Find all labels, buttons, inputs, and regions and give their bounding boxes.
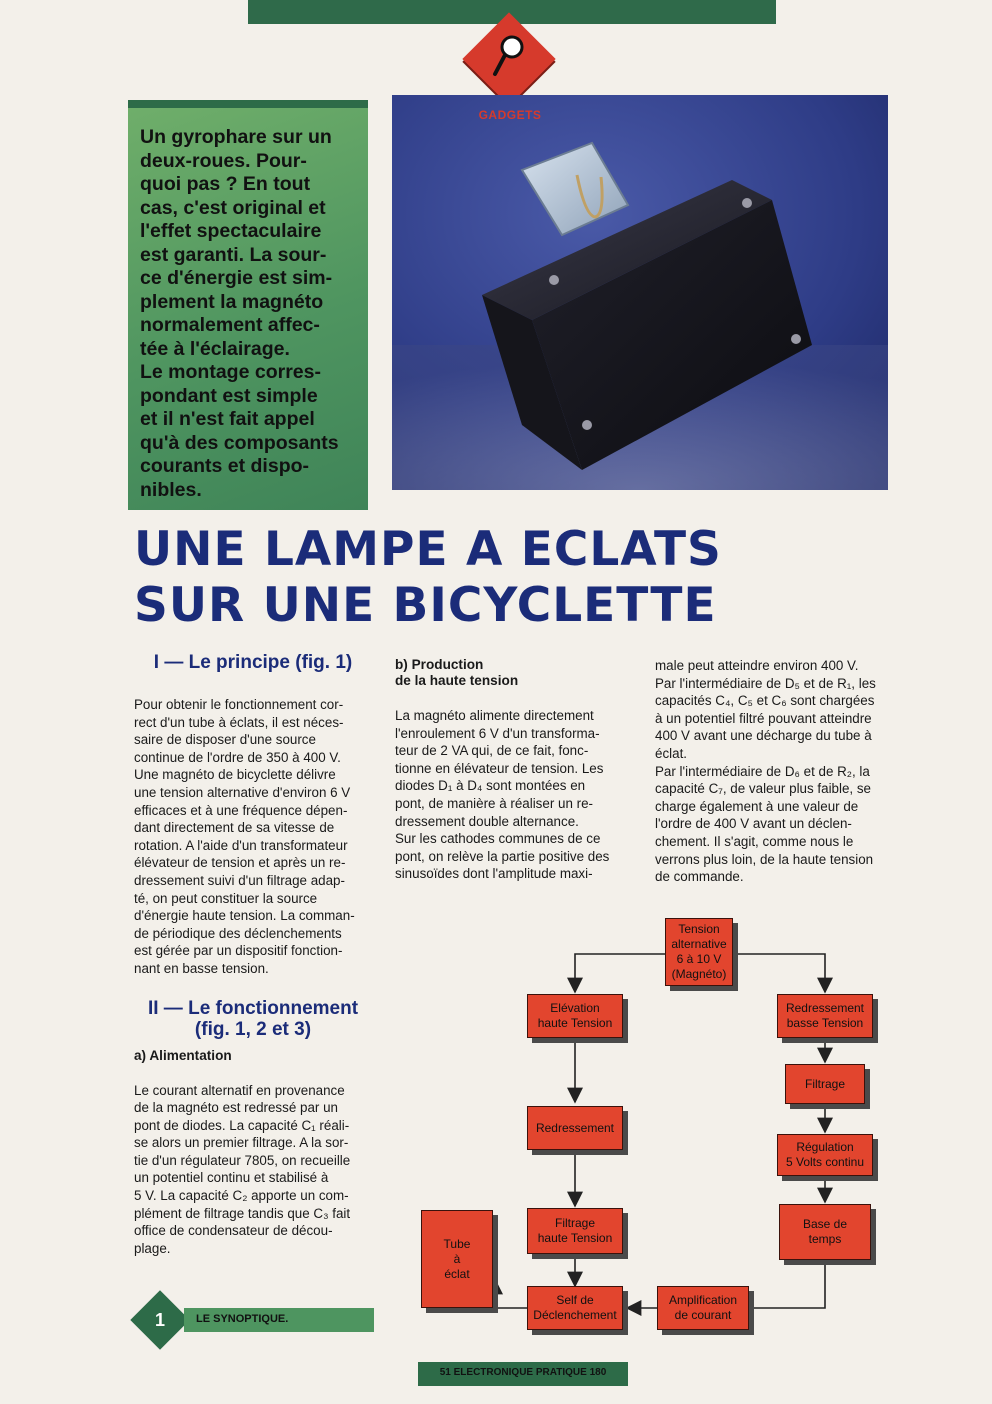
block-label-line: haute Tension bbox=[537, 1016, 613, 1030]
text-line: Le courant alternatif en provenance bbox=[134, 1082, 345, 1098]
text-line: nant en basse tension. bbox=[134, 960, 269, 976]
text-line: Une magnéto de bicyclette délivre bbox=[134, 767, 336, 783]
text-line: verrons plus loin, de la haute tension bbox=[655, 851, 874, 867]
block-self bbox=[527, 1286, 623, 1330]
text-line: Par l'intermédiaire de D₆ et de R₂, la bbox=[655, 763, 870, 779]
intro-line: qu'à des composants bbox=[140, 431, 339, 454]
heading-fonctionnement-line-2: (fig. 1, 2 et 3) bbox=[194, 1018, 312, 1040]
intro-line: quoi pas ? En tout bbox=[140, 173, 311, 195]
text-line: plage. bbox=[134, 1240, 171, 1256]
text-line: efficaces et à une fréquence dépen- bbox=[134, 802, 348, 818]
subheading-production-line-1: b) Production bbox=[395, 657, 484, 672]
intro-line: normalement affec- bbox=[140, 314, 320, 336]
text-line: Sur les cathodes communes de ce bbox=[395, 831, 601, 847]
block-label-line: Régulation bbox=[796, 1140, 854, 1154]
block-label-line: Self de bbox=[556, 1293, 594, 1307]
text-line: une tension alternative d'environ 6 V bbox=[134, 784, 351, 800]
text-line: té, on peut constituer la source bbox=[134, 890, 318, 906]
text-line: d'énergie haute tension. La comman- bbox=[134, 908, 355, 924]
intro-line: Un gyrophare sur un bbox=[140, 126, 332, 148]
text-column-1 bbox=[134, 652, 372, 1257]
text-line: male peut atteindre environ 400 V. bbox=[655, 658, 859, 673]
text-column-3 bbox=[655, 657, 893, 886]
gadgets-badge bbox=[462, 12, 556, 106]
block-filtrage bbox=[785, 1064, 865, 1104]
intro-line: tée à l'éclairage. bbox=[140, 337, 290, 360]
text-line: dant directement de sa vitesse de bbox=[134, 820, 335, 836]
intro-line: cas, c'est original et bbox=[140, 196, 326, 219]
subheading-alimentation: a) Alimentation bbox=[134, 1047, 232, 1063]
title-line-2: SUR UNE BICYCLETTE bbox=[134, 578, 717, 633]
text-line: 5 V. La capacité C₂ apporte un com- bbox=[134, 1188, 349, 1204]
block-label-line: alternative bbox=[671, 937, 727, 951]
text-line: tionne en élévateur de tension. Les bbox=[395, 760, 604, 776]
block-label-line: Redressement bbox=[535, 1120, 615, 1135]
intro-line: pondant est simple bbox=[140, 384, 318, 407]
subheading-production-line-2: de la haute tension bbox=[395, 673, 519, 688]
block-tube bbox=[421, 1210, 493, 1308]
text-line: de la magnéto est redressé par un bbox=[134, 1100, 338, 1116]
block-label-line: Tube bbox=[443, 1236, 471, 1251]
text-line: charge également à une valeur de bbox=[655, 798, 859, 814]
block-label-line: temps bbox=[808, 1232, 842, 1246]
text-column-2 bbox=[395, 657, 633, 883]
block-redressement-bt bbox=[777, 994, 873, 1038]
paragraph-production bbox=[395, 707, 633, 883]
block-label-line: Amplification bbox=[668, 1293, 738, 1307]
subheading-production bbox=[395, 657, 633, 689]
paragraph-continuation bbox=[655, 657, 893, 886]
block-label-line: Elévation bbox=[550, 1001, 600, 1015]
text-line: saire de disposer d'une source bbox=[134, 732, 316, 748]
text-line: chement. Il s'agit, comme nous le bbox=[655, 833, 854, 849]
block-regulation bbox=[777, 1134, 873, 1176]
text-line: Pour obtenir le fonctionnement cor- bbox=[134, 697, 344, 712]
block-label-line: Redressement bbox=[785, 1001, 865, 1015]
text-line: capacité C₇, de valeur plus faible, se bbox=[655, 781, 871, 797]
intro-line: est garanti. La sour- bbox=[140, 243, 327, 266]
text-line: sinusoïdes dont l'amplitude maxi- bbox=[395, 866, 593, 882]
text-line: plément de filtrage tandis que C₃ fait bbox=[134, 1205, 351, 1221]
block-label-line: éclat bbox=[444, 1266, 470, 1281]
block-elevation bbox=[527, 994, 623, 1038]
text-line: de périodique des déclenchements bbox=[134, 925, 342, 941]
text-line: élévateur de tension et après un re- bbox=[134, 855, 346, 871]
block-amplification bbox=[657, 1286, 749, 1330]
text-line: 400 V avant une décharge du tube à bbox=[655, 728, 872, 744]
block-label-line: 5 Volts continu bbox=[785, 1155, 865, 1169]
heading-fonctionnement-line-1: II — Le fonctionnement bbox=[147, 997, 359, 1019]
text-line: dressement double alternance. bbox=[395, 813, 579, 829]
intro-line: et il n'est fait appel bbox=[140, 408, 315, 430]
heading-principe: I — Le principe (fig. 1) bbox=[153, 652, 353, 673]
block-label-line: Base de bbox=[802, 1217, 848, 1231]
block-label-line: Tension bbox=[678, 922, 720, 936]
intro-line: courants et dispo- bbox=[140, 455, 310, 477]
paragraph-principe bbox=[134, 696, 372, 978]
intro-line: ce d'énergie est sim- bbox=[140, 267, 333, 289]
block-label-line: Déclenchement bbox=[533, 1308, 617, 1322]
title-line-1: UNE LAMPE A ECLATS bbox=[134, 522, 722, 577]
article-title bbox=[134, 522, 774, 634]
block-label-line: de courant bbox=[674, 1308, 732, 1322]
synoptic-diagram bbox=[415, 910, 885, 1350]
product-photo bbox=[392, 95, 888, 490]
text-line: se alors un premier filtrage. A la sor- bbox=[134, 1135, 349, 1151]
figure-number: 1 bbox=[154, 1310, 165, 1330]
text-line: rect d'un tube à éclats, il est néces- bbox=[134, 714, 344, 730]
block-base-temps bbox=[779, 1204, 871, 1260]
block-filtrage-ht bbox=[527, 1208, 623, 1254]
block-label-line: haute Tension bbox=[537, 1231, 613, 1245]
text-line: tie d'un régulateur 7805, on recueille bbox=[134, 1152, 351, 1168]
intro-line: Le montage corres- bbox=[140, 361, 321, 383]
block-label-line: 6 à 10 V bbox=[676, 952, 722, 966]
text-line: rotation. A l'aide d'un transformateur bbox=[134, 837, 348, 853]
text-line: teur de 2 VA qui, de ce fait, fonc- bbox=[395, 743, 589, 759]
block-redressement bbox=[527, 1106, 623, 1150]
page-footer: 51 ELECTRONIQUE PRATIQUE 180 bbox=[439, 1367, 607, 1378]
text-line: est gérée par un dispositif fonction- bbox=[134, 943, 343, 959]
intro-box bbox=[128, 100, 368, 510]
text-line: éclat. bbox=[655, 745, 688, 761]
text-line: diodes D₁ à D₄ sont montées en bbox=[395, 778, 586, 794]
intro-line: deux-roues. Pour- bbox=[140, 149, 307, 172]
text-line: Par l'intermédiaire de D₅ et de R₁, les bbox=[655, 675, 876, 691]
text-line: à un potentiel filtré pouvant atteindre bbox=[655, 710, 872, 726]
text-line: office de condensateur de décou- bbox=[134, 1223, 333, 1239]
intro-line: l'effet spectaculaire bbox=[140, 220, 322, 242]
block-label-line: basse Tension bbox=[786, 1016, 864, 1030]
text-line: l'enroulement 6 V d'un transforma- bbox=[395, 725, 600, 741]
text-line: un potentiel continu et stabilisé à bbox=[134, 1170, 329, 1186]
section-badge-label: GADGETS bbox=[478, 108, 542, 122]
block-label-line: Filtrage bbox=[554, 1216, 595, 1230]
text-line: l'ordre de 400 V avant un déclen- bbox=[655, 816, 852, 832]
paragraph-alimentation bbox=[134, 1082, 372, 1258]
figure-caption: LE SYNOPTIQUE. bbox=[196, 1313, 289, 1325]
block-tension bbox=[665, 918, 733, 986]
block-label-line: à bbox=[453, 1251, 461, 1266]
text-line: dressement suivi d'un filtrage adap- bbox=[134, 872, 345, 888]
text-line: La magnéto alimente directement bbox=[395, 708, 594, 723]
text-line: continue de l'ordre de 350 à 400 V. bbox=[134, 749, 341, 765]
text-line: pont de diodes. La capacité C₁ réali- bbox=[134, 1117, 350, 1133]
text-line: de commande. bbox=[655, 869, 744, 885]
text-line: pont, on relève la partie positive des bbox=[395, 848, 610, 864]
intro-line: nibles. bbox=[140, 478, 202, 501]
heading-fonctionnement bbox=[134, 998, 372, 1040]
block-label-line: Filtrage bbox=[804, 1076, 845, 1091]
intro-line: plement la magnéto bbox=[140, 290, 324, 313]
text-line: capacités C₄, C₅ et C₆ sont chargées bbox=[655, 693, 875, 709]
text-line: pont, de manière à réaliser un re- bbox=[395, 795, 593, 811]
magnifier-icon bbox=[492, 34, 526, 78]
block-label-line: (Magnéto) bbox=[671, 967, 727, 981]
intro-text bbox=[140, 126, 358, 502]
